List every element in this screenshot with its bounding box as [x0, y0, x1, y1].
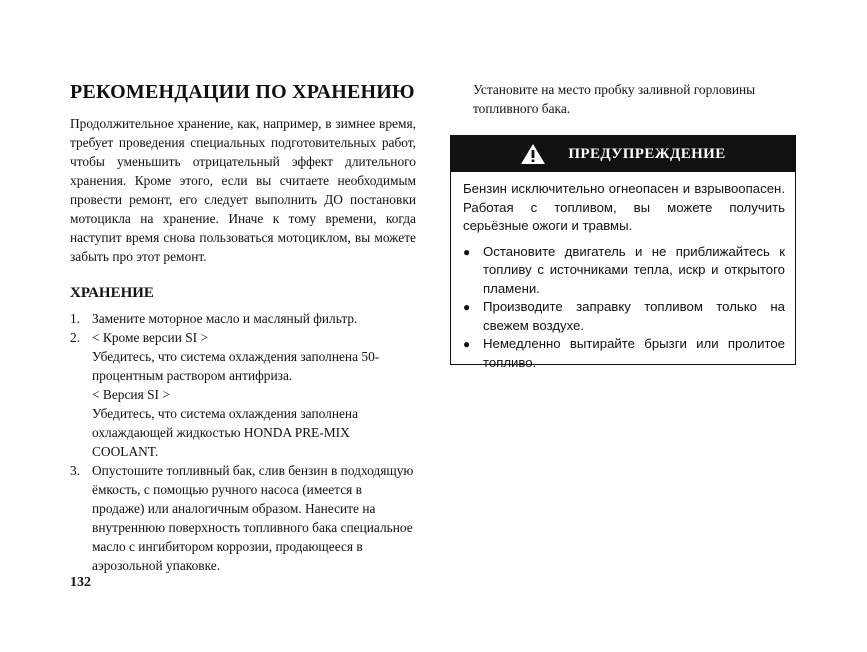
step-line: < Кроме версии SI >: [92, 330, 209, 345]
left-column: [70, 80, 416, 575]
step-item: [70, 461, 416, 575]
warning-bullet-item: [463, 335, 785, 372]
warning-box: [450, 135, 796, 370]
step-item: [70, 309, 416, 328]
step-number: 3.: [70, 463, 81, 478]
step-item: [70, 328, 416, 461]
warning-title: ПРЕДУПРЕЖДЕНИЕ: [568, 145, 726, 162]
storage-steps-list: [70, 309, 416, 575]
step-number: 1.: [70, 311, 81, 326]
bullet-text: Остановите двигатель и не приближайтесь к топливу с источниками тепла, искр и открытого пламени.: [483, 243, 785, 296]
step-line: Убедитесь, что система охлаждения заполнена 50-процентным раствором антифриза.: [92, 349, 380, 383]
step-line: Замените моторное масло и масляный фильтр.: [92, 311, 358, 326]
step-line: < Версия SI >: [92, 387, 170, 402]
warning-text: Бензин исключительно огнеопасен и взрывоопасен. Работая с топливом, вы можете получить серьёзные ожоги и травмы.: [463, 181, 785, 233]
step-body: [92, 461, 416, 575]
warning-triangle-icon: [520, 143, 546, 165]
warning-header: [451, 136, 795, 172]
warning-bullet-item: [463, 243, 785, 299]
step-body: [92, 328, 416, 461]
section-title-storage: ХРАНЕНИЕ: [70, 285, 154, 301]
step-body: [92, 309, 416, 328]
right-column: [473, 80, 798, 118]
step-line: Убедитесь, что система охлаждения заполнена охлаждающей жидкостью HONDA PRE-MIX COOLANT.: [92, 406, 359, 459]
step-line: Опустошите топливный бак, слив бензин в подходящую ёмкость, с помощью ручного насоса (имеется в продаже) или аналогичным образом. Нанесите на внутреннюю поверхность топливного бака специальное масло с ингибитором коррозии, продающееся в аэрозольной упаковке.: [92, 463, 414, 573]
fuel-cap-instruction: Установите на место пробку заливной горловины топливного бака.: [473, 82, 756, 116]
page-title: РЕКОМЕНДАЦИИ ПО ХРАНЕНИЮ: [70, 81, 415, 103]
intro-paragraph: Продолжительное хранение, как, например, в зимнее время, требует проведения специальных подготовительных работ, чтобы уменьшить отрицательный эффект длительного хранения. Кроме этого, если вы считаете необходимым провести ремонт, его следует выполнить ДО постановки мотоцикла на хранение. Иначе к тому времени, когда наступит время снова пользоваться мотоциклом, вы можете забыть про этот ремонт.: [70, 116, 416, 264]
bullet-text: Немедленно вытирайте брызги или пролитое топливо.: [483, 336, 785, 370]
bullet-text: Производите заправку топливом только на свежем воздухе.: [483, 299, 785, 333]
bullet-icon: ●: [463, 300, 471, 314]
warning-body: [451, 172, 795, 372]
warning-bullets: [463, 243, 785, 373]
warning-bullet-item: [463, 298, 785, 335]
page-number: 132: [70, 575, 91, 590]
bullet-icon: ●: [463, 337, 471, 351]
bullet-icon: ●: [463, 244, 471, 259]
step-number: 2.: [70, 330, 81, 345]
